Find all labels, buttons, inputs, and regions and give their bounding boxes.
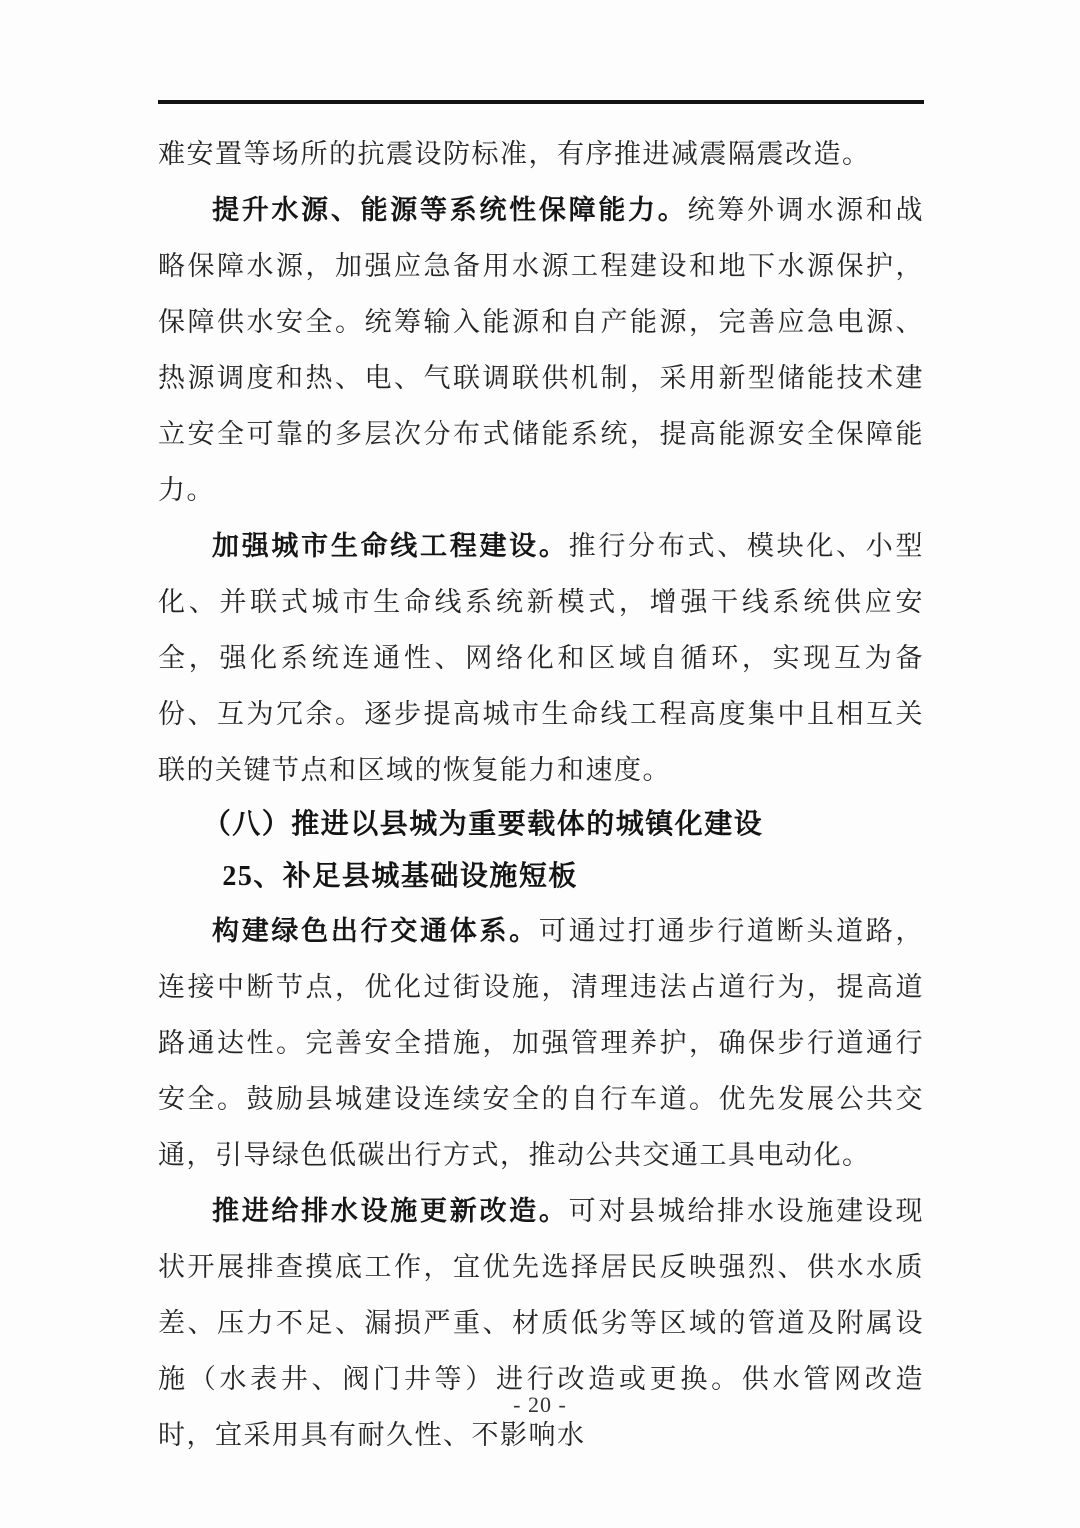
paragraph-text: 可通过打通步行道断头道路，连接中断节点，优化过街设施，清理违法占道行为，提高道路通达性。完善安全措施，加强管理养护，确保步行道通行安全。鼓励县城建设连续安全的自行车道。优先发展公共交通，引导绿色低碳出行方式，推动公共交通工具电动化。	[158, 916, 924, 1170]
paragraph	[158, 903, 924, 1183]
paragraph	[158, 126, 924, 182]
paragraph-text: 难安置等场所的抗震设防标准，有序推进减震隔震改造。	[158, 139, 871, 169]
paragraph-text: 推行分布式、模块化、小型化、并联式城市生命线系统新模式，增强干线系统供应安全，强化系统连通性、网络化和区域自循环，实现互为备份、互为冗余。逐步提高城市生命线工程高度集中且相互关联的关键节点和区域的恢复能力和速度。	[158, 531, 925, 785]
paragraph	[158, 518, 924, 798]
paragraph	[158, 182, 924, 518]
paragraph-bold-lead: 加强城市生命线工程建设。	[212, 531, 569, 561]
section-heading: 25、补足县城基础设施短板	[222, 861, 578, 892]
paragraph	[158, 1183, 924, 1463]
section-heading: （八）推进以县城为重要载体的城镇化建设	[202, 809, 764, 840]
paragraph-bold-lead: 提升水源、能源等系统性保障能力。	[212, 195, 688, 225]
paragraph-text: 可对县城给排水设施建设现状开展排查摸底工作，宜优先选择居民反映强烈、供水水质差、压力不足、漏损严重、材质低劣等区域的管道及附属设施（水表井、阀门井等）进行改造或更换。供水管网改造时，宜采用具有耐久性、不影响水	[158, 1196, 925, 1450]
page-number: - 20 -	[513, 1392, 567, 1417]
paragraph-text: 统筹外调水源和战略保障水源，加强应急备用水源工程建设和地下水源保护，保障供水安全。统筹输入能源和自产能源，完善应急电源、热源调度和热、电、气联调联供机制，采用新型储能技术建立安全可靠的多层次分布式储能系统，提高能源安全保障能力。	[158, 195, 925, 505]
header-rule-divider	[158, 100, 924, 104]
paragraph-bold-lead: 推进给排水设施更新改造。	[212, 1196, 569, 1226]
document-body	[158, 126, 924, 1463]
paragraph-bold-lead: 构建绿色出行交通体系。	[212, 916, 539, 946]
